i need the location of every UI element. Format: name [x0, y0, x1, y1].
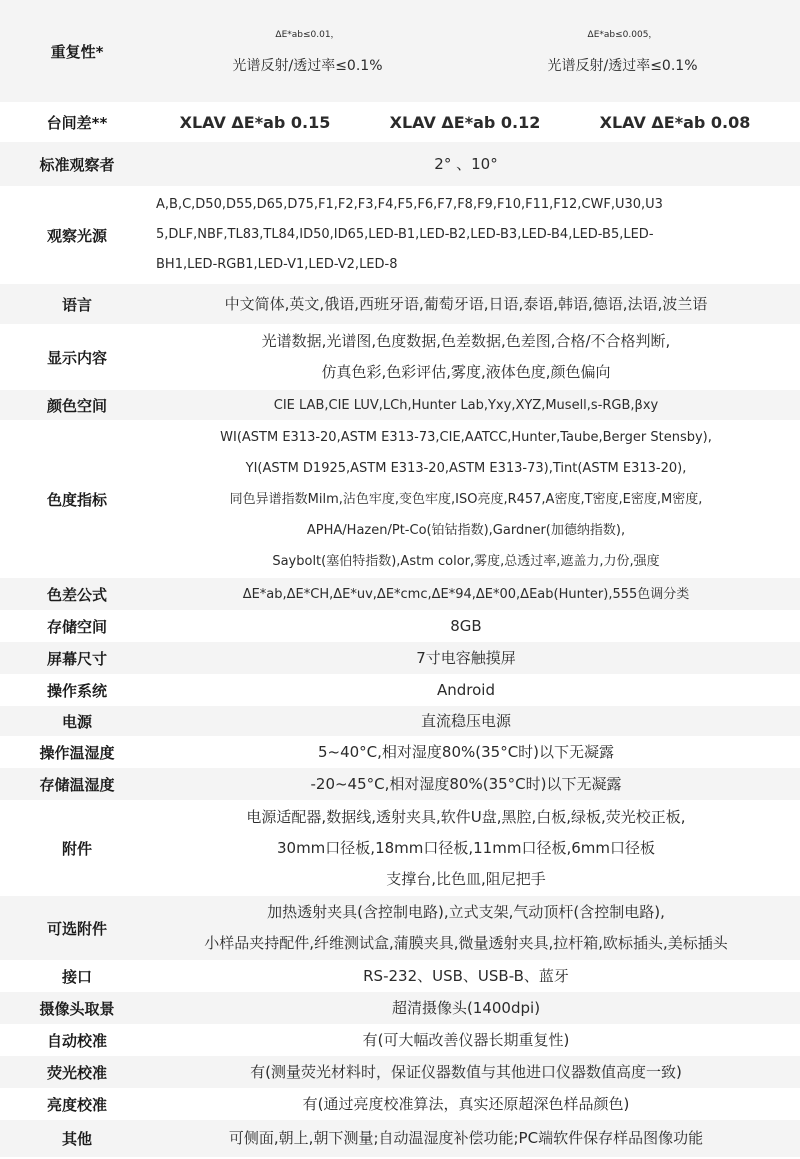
value-line: APHA/Hazen/Pt-Co(铂钴指数),Gardner(加德纳指数), [306, 522, 626, 538]
row-value [150, 326, 800, 388]
row-label: 存储空间 [46, 617, 107, 636]
value-line: 2° 、10° [434, 154, 498, 173]
row-value [150, 706, 800, 737]
value-line: 小样品夹持配件,纤维测试盒,蒲膜夹具,微量透射夹具,拉杆箱,欧标插头,美标插头 [204, 934, 728, 952]
spec-row-power [0, 706, 800, 736]
spec-row-accessories [0, 800, 800, 896]
value-line: RS-232、USB、USB-B、蓝牙 [363, 966, 569, 985]
value-line: -20~45°C,相对湿度80%(35°C时)以下无凝露 [310, 774, 622, 793]
spec-row-auto-calibration [0, 1024, 800, 1056]
value-line: 30mm口径板,18mm口径板,11mm口径板,6mm口径板 [276, 838, 655, 857]
spec-row-colorimetric-indices [0, 420, 800, 578]
row-value [150, 107, 800, 138]
row-value [150, 579, 800, 610]
row-value [150, 675, 800, 706]
row-label: 屏幕尺寸 [46, 649, 107, 668]
spec-row-color-space [0, 390, 800, 420]
value-line: ΔE*ab≤0.005， [587, 30, 658, 40]
row-label: 操作温湿度 [39, 743, 115, 762]
spec-row-repeatability [0, 0, 800, 102]
value-line: 直流稳压电源 [420, 711, 511, 730]
spec-row-brightness-calibration [0, 1088, 800, 1120]
row-label: 观察光源 [46, 226, 107, 245]
row-label: 摄像头取景 [39, 999, 115, 1018]
row-label: 标准观察者 [39, 155, 115, 174]
value-line: 加热透射夹具(含控制电路),立式支架,气动顶杆(含控制电路), [267, 903, 665, 921]
value-line: 有(测量荧光材料时，保证仪器数值与其他进口仪器数值高度一致) [250, 1062, 682, 1081]
row-value [150, 897, 800, 959]
row-label: 其他 [61, 1130, 92, 1148]
row-label: 显示内容 [46, 348, 107, 367]
row-label: 重复性* [50, 42, 104, 61]
value-line: BH1,LED-RGB1,LED-V1,LED-V2,LED-8 [156, 257, 398, 272]
row-value [150, 20, 800, 82]
value-line: 电源适配器,数据线,透射夹具,软件U盘,黑腔,白板,绿板,荧光校正板, [246, 807, 686, 826]
value-line: 仿真色彩,色彩评估,雾度,液体色度,颜色偏向 [321, 363, 611, 381]
row-label: 色度指标 [46, 490, 107, 509]
spec-row-camera [0, 992, 800, 1024]
row-value [150, 149, 800, 180]
value-line: 支撑台,比色皿,阻尼把手 [386, 869, 546, 888]
row-value [150, 802, 800, 895]
row-label: 附件 [61, 839, 92, 858]
value-line: 5,DLF,NBF,TL83,TL84,ID50,ID65,LED-B1,LED-B2,LED-B3,LED-B4,LED-B5,LED- [156, 227, 654, 242]
row-label: 接口 [61, 967, 92, 986]
value-line: 有(可大幅改善仪器长期重复性) [362, 1030, 570, 1049]
spec-row-screen-size [0, 642, 800, 674]
value-line: 超清摄像头(1400dpi) [391, 998, 541, 1017]
value-cell: XLAV ΔE*ab 0.12 [389, 112, 541, 132]
row-label: 存储温湿度 [39, 775, 115, 794]
row-label: 语言 [61, 295, 92, 314]
spec-row-inter-instrument [0, 102, 800, 142]
row-label: 颜色空间 [46, 396, 107, 415]
row-label: 电源 [61, 712, 92, 731]
row-value [150, 190, 800, 280]
value-line: ΔE*ab≤0.01， [275, 30, 340, 40]
row-value [150, 1089, 800, 1120]
spec-row-observer [0, 142, 800, 186]
value-line: 8GB [450, 616, 482, 635]
spec-row-storage [0, 610, 800, 642]
spec-row-language [0, 284, 800, 324]
row-value [150, 961, 800, 992]
spec-row-storage-conditions [0, 768, 800, 800]
row-value [150, 390, 800, 421]
row-value [150, 993, 800, 1024]
row-value [150, 643, 800, 674]
value-line: 光谱反射/透过率≤0.1% [232, 58, 383, 74]
spec-row-illuminants [0, 186, 800, 284]
row-value [150, 289, 800, 320]
value-line: 可侧面,朝上,朝下测量;自动温湿度补偿功能;PC端软件保存样品图像功能 [228, 1129, 704, 1147]
row-label: 操作系统 [46, 681, 107, 700]
value-line: 同色异谱指数Milm,沾色牢度,变色牢度,ISO亮度,R457,A密度,T密度,E密度,M密度, [229, 491, 703, 507]
value-line: Saybolt(塞伯特指数),Astm color,雾度,总透过率,遮盖力,力份,强度 [272, 553, 660, 569]
row-label: 色差公式 [46, 585, 107, 604]
row-label: 荧光校准 [46, 1063, 107, 1082]
value-line: 光谱数据,光谱图,色度数据,色差数据,色差图,合格/不合格判断, [261, 332, 671, 350]
spec-row-other [0, 1120, 800, 1157]
value-cell [232, 20, 382, 82]
row-value [150, 422, 800, 577]
row-label: 亮度校准 [46, 1095, 107, 1114]
row-label: 台间差** [46, 113, 108, 132]
value-line: 7寸电容触摸屏 [416, 648, 516, 667]
spec-row-operating-conditions [0, 736, 800, 768]
row-label: 自动校准 [46, 1031, 107, 1050]
value-line: A,B,C,D50,D55,D65,D75,F1,F2,F3,F4,F5,F6,F7,F8,F9,F10,F11,F12,CWF,U30,U3 [156, 197, 663, 212]
spec-row-interfaces [0, 960, 800, 992]
value-line: ΔE*ab,ΔE*CH,ΔE*uv,ΔE*cmc,ΔE*94,ΔE*00,ΔEab(Hunter),555色调分类 [242, 586, 690, 602]
row-value [150, 769, 800, 800]
value-line: YI(ASTM D1925,ASTM E313-20,ASTM E313-73),Tint(ASTM E313-20), [245, 460, 687, 476]
spec-row-optional-accessories [0, 896, 800, 960]
spec-row-display-content [0, 324, 800, 390]
value-cell [547, 20, 697, 82]
row-value [150, 1025, 800, 1056]
spec-row-fluorescence-calibration [0, 1056, 800, 1088]
value-line: 5~40°C,相对湿度80%(35°C时)以下无凝露 [317, 742, 615, 761]
value-line: 有(通过亮度校准算法，真实还原超深色样品颜色) [302, 1094, 630, 1113]
spec-row-os [0, 674, 800, 706]
value-line: 光谱反射/透过率≤0.1% [547, 58, 698, 74]
row-label: 可选附件 [46, 919, 107, 938]
row-value [150, 1057, 800, 1088]
value-line: Android [437, 680, 495, 699]
row-value [150, 1123, 800, 1154]
spec-row-color-difference-formula [0, 578, 800, 610]
value-line: CIE LAB,CIE LUV,LCh,Hunter Lab,Yxy,XYZ,Musell,s-RGB,βxy [273, 397, 659, 413]
value-line: WI(ASTM E313-20,ASTM E313-73,CIE,AATCC,Hunter,Taube,Berger Stensby), [220, 429, 712, 445]
value-cell: XLAV ΔE*ab 0.15 [179, 112, 331, 132]
value-line: 中文简体,英文,俄语,西班牙语,葡萄牙语,日语,泰语,韩语,德语,法语,波兰语 [224, 294, 708, 313]
value-cell: XLAV ΔE*ab 0.08 [599, 112, 751, 132]
row-value [150, 737, 800, 768]
row-value [150, 611, 800, 642]
